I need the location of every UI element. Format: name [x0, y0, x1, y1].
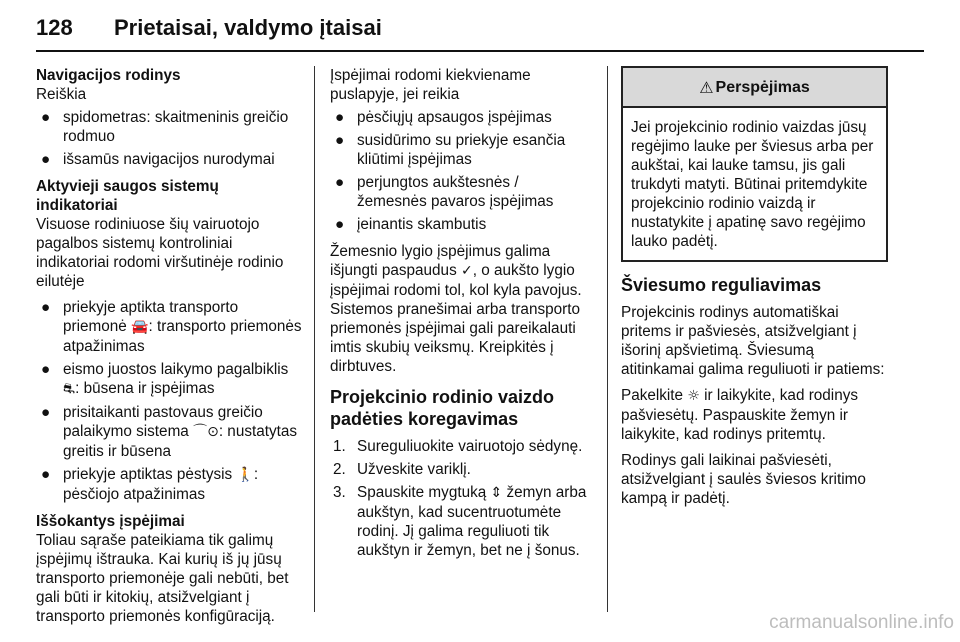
list-item: ● išsamūs navigacijos nurodymai: [41, 151, 275, 168]
steps-list: [330, 437, 592, 560]
warning-box: [621, 66, 888, 262]
adaptive-cruise-icon: ⌒⊙: [193, 424, 219, 440]
page-title: Prietaisai, valdymo įtaisai: [114, 15, 382, 40]
vehicle-detected-icon: 🚘: [131, 319, 149, 335]
list-item: 3. Spauskite mygtuką ⇕ žemyn arba aukštyn, kad sucentruotumėte rodinį. Jį galima reguliuoti tik aukštyn ir žemyn, bet ne į šonus.: [333, 484, 587, 559]
section-title-brightness: Šviesumo reguliavimas: [621, 275, 822, 295]
brightness-icon: ☼: [687, 388, 700, 404]
warning-header: [623, 68, 886, 108]
active-list: [36, 298, 304, 504]
list-item: ● prisitaikanti pastovaus greičio palaikymo sistema ⌒⊙: nustatytas greitis ir būsena: [41, 404, 298, 460]
page-number: 128: [36, 15, 73, 40]
up-down-arrow-icon: ⇕: [490, 485, 503, 501]
active-heading: Aktyvieji saugos sistemų indikatoriai: [36, 178, 219, 214]
column-3: [621, 66, 888, 515]
warning-text: Jei projekcinio rodinio vaizdas jūsų regėjimo lauke per šviesus arba per aukštai, kai lauke tamsu, jis gali trukdyti matyti. Būtinai pritemdykite projekcinio rodinio vaizdą ir nustatykite į apatinę savo regėjimo lauko padėtį.: [631, 119, 874, 250]
brightness-p2: Pakelkite ☼ ir laikykite, kad rodinys pašviesėtų. Paspauskite žemyn ir laikykite, kad rodinys pritemtų.: [621, 387, 859, 443]
list-item: ● įeinantis skambutis: [335, 216, 487, 233]
column-divider: [314, 66, 315, 612]
list-item: ● priekyje aptiktas pėstysis 🚶: pėsčiojo atpažinimas: [41, 466, 259, 503]
popup-heading: Iššokantys įspėjimai: [36, 513, 185, 530]
popup-text: Toliau sąraše pateikiama tik galimų įspėjimų ištrauka. Kai kurių iš jų jūsų transporto priemonėje gali nebūti, bet gali būti ir kitokių, atsižvelgiant į transporto priemonės konfigūraciją.: [36, 532, 289, 625]
list-item: 2. Užveskite variklį.: [333, 461, 471, 478]
column-divider: [607, 66, 608, 612]
brightness-p1: Projekcinis rodinys automatiškai pritems ir pašviesės, atsižvelgiant į išorinį apšvietimą. Šviesumą atitinkamai galima reguliuoti ir patiems:: [621, 304, 885, 378]
pedestrian-icon: 🚶: [236, 467, 254, 483]
warnings-paragraph: Žemesnio lygio įspėjimus galima išjungti paspaudus ✓, o aukšto lygio įspėjimai rodomi tol, kol kyla pavojus. Sistemos pranešimai arba transporto priemonės įspėjimai gali pareikalauti imtis skubių veiksmų. Kreipkitės į dirbtuves.: [330, 243, 582, 375]
active-text: Visuose rodiniuose šių vairuotojo pagalbos sistemų kontroliniai indikatoriai rodomi viršutinėje rodinio eilutėje: [36, 216, 284, 290]
warning-title: Perspėjimas: [715, 78, 810, 96]
list-item: ● susidūrimo su priekyje esančia kliūtimi įspėjimas: [335, 132, 566, 168]
watermark: carmanualsonline.info: [769, 612, 954, 633]
list-item: ● perjungtos aukštesnės / žemesnės pavaros įspėjimas: [335, 174, 554, 210]
nav-heading: Navigacijos rodinys: [36, 67, 181, 84]
warning-icon: ⚠: [699, 77, 714, 97]
checkmark-icon: ✓: [460, 263, 473, 279]
warnings-list: [330, 108, 592, 234]
list-item: 1. Sureguliuokite vairuotojo sėdynę.: [333, 438, 583, 455]
column-1: [36, 66, 304, 633]
warnings-intro: Įspėjimai rodomi kiekviename puslapyje, jei reikia: [330, 67, 531, 103]
page-header: [36, 6, 924, 52]
brightness-p3: Rodinys gali laikinai pašviesėti, atsižvelgiant į saulės šviesos kritimo kampą ir padėtį.: [621, 452, 866, 507]
section-title-position: Projekcinio rodinio vaizdo padėties koregavimas: [330, 387, 555, 429]
list-item: ● pėsčiųjų apsaugos įspėjimas: [335, 109, 552, 126]
list-item: ● priekyje aptikta transporto priemonė 🚘: transporto priemonės atpažinimas: [41, 299, 302, 355]
nav-intro: Reiškia: [36, 86, 87, 103]
list-item: ● spidometras: skaitmeninis greičio rodmuo: [41, 109, 289, 145]
list-item: ● eismo juostos laikymo pagalbiklis ⛐: būsena ir įspėjimas: [41, 361, 289, 397]
column-2: [330, 66, 592, 568]
lane-keep-assist-icon: ⛐: [63, 381, 76, 397]
nav-list: [36, 108, 304, 169]
